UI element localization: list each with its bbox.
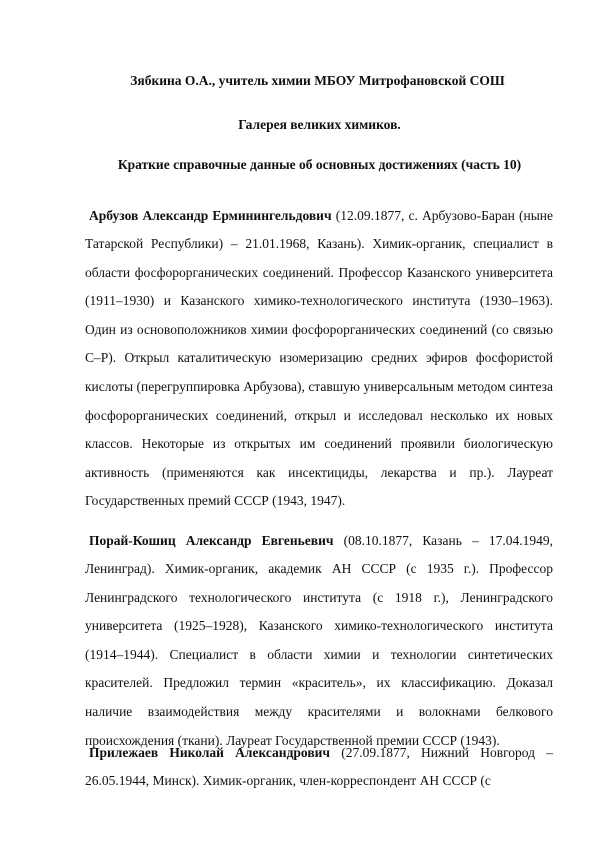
entry-name: Порай-Кошиц Александр Евгеньевич (89, 532, 334, 548)
entry-text: (08.10.1877, Казань – 17.04.1949, Ленинград). Химик-органик, академик АН СССР (с 1935 г.). Профессор Ленинградского технологического института (с 1918 г.), Ленинградского университета (1925–1928), Казанского химико-технологического института (1914–1944). Специалист в области химии и технологии синтетических красителей. Предложил термин «краситель», их классификацию. Доказал наличие взаимодействия между красителями и волокнами белкового происхождения (ткани). Лауреат Государственной премии СССР (1943). (85, 532, 553, 748)
entry-paragraph-poray-koshits (85, 527, 553, 756)
entry-paragraph-prilezhaev (85, 739, 553, 796)
entry-name: Прилежаев Николай Александрович (89, 744, 331, 760)
entry-text: (12.09.1877, с. Арбузово-Баран (ныне Татарской Республики) – 21.01.1968, Казань). Химик-органик, специалист в области фосфорорганических соединений. Профессор Казанского университета (1911–1930) и Казанского химико-технологического института (1930–1963). Один из основоположников химии фосфорорганических соединений (со связью С–Р). Открыл каталитическую изомеризацию средних эфиров фосфористой кислоты (перегруппировка Арбузова), ставшую универсальным методом синтеза фосфорорганических соединений, открыл и исследовал несколько их новых классов. Некоторые из открытых им соединений проявили биологическую активность (применяются как инсектициды, лекарства и пр.). Лауреат Государственных премий СССР (1943, 1947). (85, 207, 554, 509)
entry-name: Арбузов Александр Ерминингельдович (89, 207, 332, 223)
gallery-title: Галерея великих химиков. (238, 117, 401, 132)
author-line: Зябкина О.А., учитель химии МБОУ Митрофановской СОШ (130, 73, 505, 88)
entry-paragraph-arbuzov (85, 202, 553, 517)
document-subtitle: Краткие справочные данные об основных достижениях (часть 10) (117, 157, 522, 172)
entry-text: (27.09.1877, Нижний Новгород – 26.05.1944, Минск). Химик-органик, член-корреспондент АН СССР (с (85, 744, 553, 789)
